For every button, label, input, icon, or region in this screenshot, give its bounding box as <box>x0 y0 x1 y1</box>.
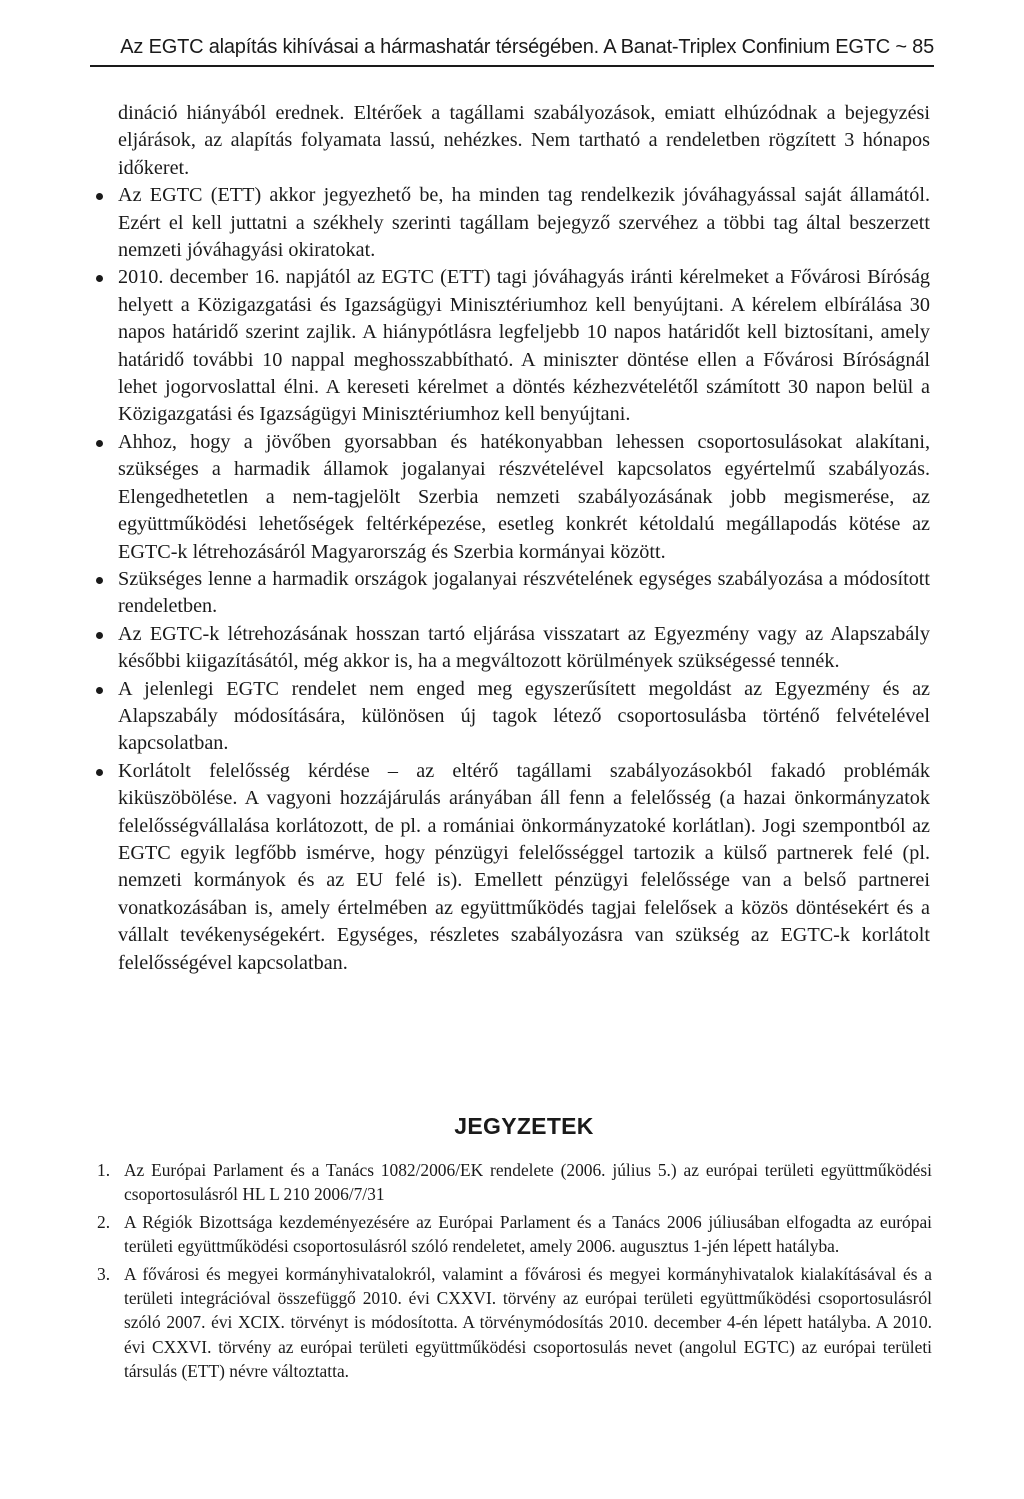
bullet-dot-icon <box>96 769 103 776</box>
bullet-item <box>118 429 930 566</box>
bullet-item <box>118 676 930 758</box>
notes-list <box>97 1158 932 1387</box>
note-text: A fővárosi és megyei kormányhivatalokról, valamint a fővárosi és megyei kormányhivatalok kialakításával és a területi integrációval összefüggő 2010. évi CXXVI. törvény az európai területi együttműködési csoportosulásról szóló 2007. évi XCIX. törvényt is módosította. A törvénymódosítás 2010. december 4-én lépett hatályba. A 2010. évi CXXVI. törvény az európai területi együttműködési csoportosulás nevet (angolul EGTC) az európai területi társulás (ETT) névre változtatta. <box>124 1263 932 1382</box>
bullet-item <box>118 621 930 676</box>
bullet-text: A jelenlegi EGTC rendelet nem enged meg egyszerűsített megoldást az Egyezmény és az Alapszabály módosítására, különösen új tagok létező csoportosulásba történő felvételével kapcsolatban. <box>118 677 930 755</box>
bullet-text: 2010. december 16. napjától az EGTC (ETT) tagi jóváhagyás iránti kérelmeket a Fővárosi Bíróság helyett a Közigazgatási és Igazságügyi Minisztériumhoz kell benyújtani. A kérelem elbírálása 30 napos határidő szerint zajlik. A hiánypótlásra legfeljebb 10 napos határidőt kell biztosítani, amely határidő további 10 nappal meghosszabbítható. A miniszter döntése ellen a Fővárosi Bíróságnál lehet jogorvoslattal élni. A kereseti kérelmet a döntés kézhezvételétől számított 30 napon belül a Közigazgatási és Igazságügyi Minisztériumhoz kell benyújtani. <box>118 266 930 426</box>
bullet-dot-icon <box>96 577 103 584</box>
bullet-item <box>118 264 930 428</box>
notes-heading: JEGYZETEK <box>454 1113 594 1139</box>
note-text: Az Európai Parlament és a Tanács 1082/2006/EK rendelete (2006. július 5.) az európai területi együttműködési csoportosulásról HL L 210 2006/7/31 <box>124 1160 932 1205</box>
bullet-dot-icon <box>96 193 103 200</box>
note-text: A Régiók Bizottsága kezdeményezésére az Európai Parlament és a Tanács 2006 júliusában elfogadta az európai területi együttműködési csoportosulásról szóló rendeletet, amely 2006. augusztus 1-jén lépett hatályba. <box>124 1211 932 1257</box>
bullet-text: Ahhoz, hogy a jövőben gyorsabban és hatékonyabban lehessen csoportosulásokat alakítani, szükséges a harmadik államok jogalanyai részvételével kapcsolatos egyértelmű szabályozás. Elengedhetetlen a nem-tagjelölt Szerbia nemzeti szabályozásának jobb megismerése, az együttműködési lehetőségek feltérképezése, esetleg konkrét kétoldalú megállapodás kötése az EGTC-k létrehozásáról Magyarország és Szerbia kormányai között. <box>118 430 930 563</box>
bullet-list <box>118 182 930 977</box>
bullet-dot-icon <box>96 632 103 639</box>
body-text <box>118 100 930 977</box>
bullet-item <box>118 758 930 977</box>
note-item <box>97 1262 932 1384</box>
note-item <box>97 1210 932 1259</box>
bullet-dot-icon <box>96 275 103 282</box>
bullet-item <box>118 182 930 264</box>
note-item <box>97 1158 932 1207</box>
bullet-text: Az EGTC (ETT) akkor jegyezhető be, ha minden tag rendelkezik jóváhagyással saját államától. Ezért el kell juttatni a székhely szerinti tagállam bejegyző szervéhez a többi tag által beszerzett nemzeti jóváhagyási okiratokat. <box>118 184 930 262</box>
bullet-item <box>118 566 930 621</box>
bullet-text: Szükséges lenne a harmadik országok jogalanyai részvételének egységes szabályozása a módosított rendeletben. <box>118 567 930 618</box>
running-header: Az EGTC alapítás kihívásai a hármashatár térségében. A Banat-Triplex Confinium EGTC ~ 85 <box>90 36 934 67</box>
bullet-dot-icon <box>96 687 103 694</box>
note-number: 3. <box>97 1263 111 1284</box>
bullet-text: Korlátolt felelősség kérdése – az eltérő tagállami szabályozásokból fakadó problémák kiküszöbölése. A vagyoni hozzájárulás arányában áll fenn a felelősség (a hazai önkormányzatok felelősségvállalása korlátozott, de pl. a romániai önkormányzatoké korlátlan). Jogi szempontból az EGTC egyik legfőbb ismérve, hogy pénzügyi felelősséggel tartozik a külső partnerek felé (pl. nemzeti kormányok és az EU felé is). Emellett pénzügyi felelőssége van a belső partnerei vonatkozásában is, amely értelmében az együttműködés tagjai felelősek a közös döntésekért és a vállalt tevékenységekért. Egységes, részletes szabályozásra van szükség az EGTC-k korlátolt felelősségével kapcsolatban. <box>118 759 930 974</box>
bullet-dot-icon <box>96 440 103 447</box>
note-number: 1. <box>97 1160 111 1180</box>
bullet-text: Az EGTC-k létrehozásának hosszan tartó eljárása visszatart az Egyezmény vagy az Alapszabály későbbi kiigazításától, még akkor is, ha a megváltozott körülmények szükségessé tennék. <box>118 622 930 673</box>
intro-paragraph: dináció hiányából erednek. Eltérőek a tagállami szabályozások, emiatt elhúzódnak a bejegyzési eljárások, az alapítás folyamata lassú, nehézkes. Nem tartható a rendeletben rögzített 3 hónapos időkeret. <box>118 102 930 179</box>
note-number: 2. <box>97 1211 111 1232</box>
